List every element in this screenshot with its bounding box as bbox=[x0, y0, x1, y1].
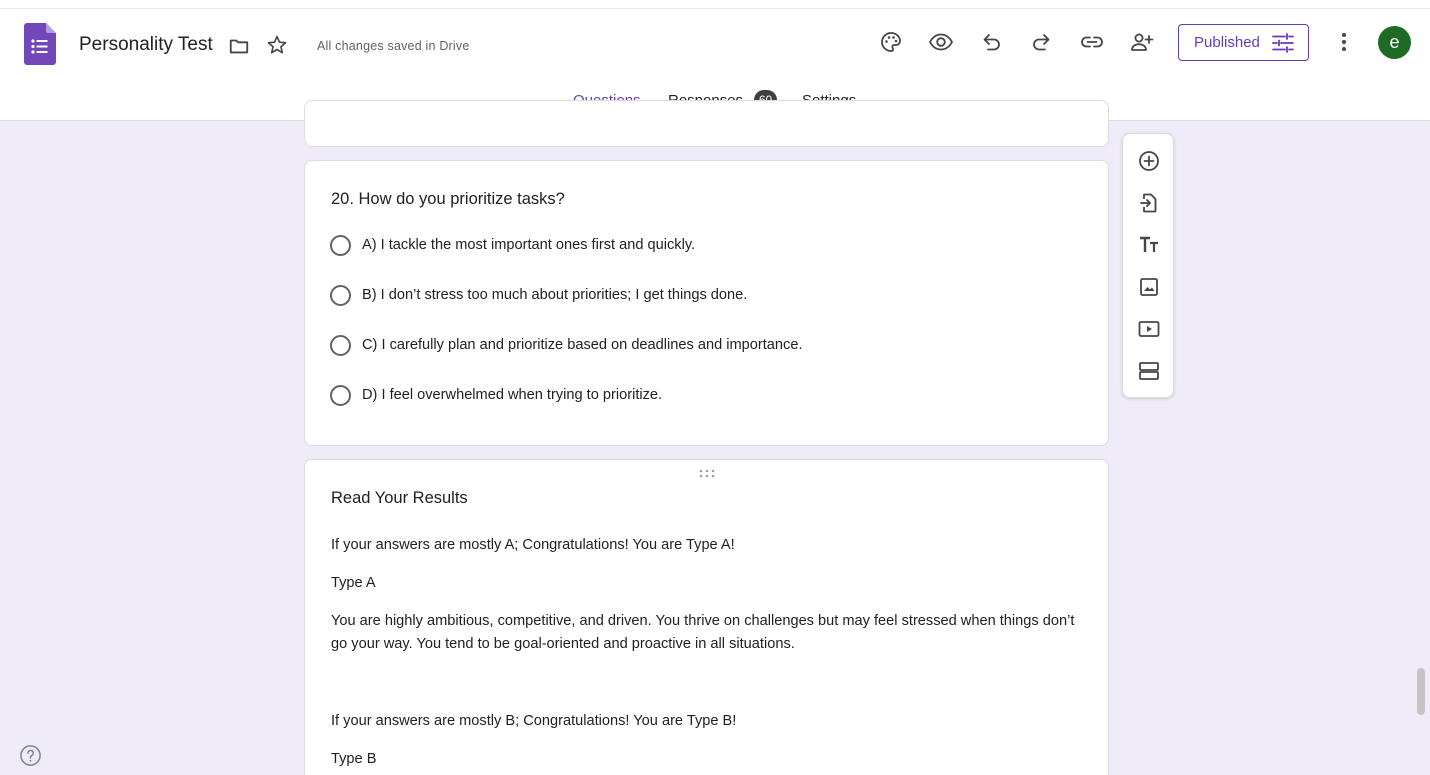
image-icon bbox=[1137, 275, 1161, 299]
document-title[interactable]: Personality Test bbox=[79, 34, 213, 55]
type-a-description: You are highly ambitious, competitive, and driven. You thrive on challenges but may feel stressed when things don’t go your way. You tend to be goal-oriented and proactive in all situations. bbox=[331, 613, 1075, 652]
add-title-button[interactable] bbox=[1136, 232, 1162, 258]
option-label: B) I don’t stress too much about priorities; I get things done. bbox=[362, 287, 748, 303]
preview-button[interactable] bbox=[928, 29, 954, 55]
section-title: Read Your Results bbox=[331, 489, 468, 507]
floating-toolbar bbox=[1122, 133, 1174, 398]
option-a[interactable] bbox=[330, 234, 695, 256]
previous-question-card[interactable] bbox=[304, 100, 1109, 147]
save-status: All changes saved in Drive bbox=[317, 39, 470, 53]
palette-icon bbox=[879, 30, 903, 54]
option-d[interactable] bbox=[330, 384, 662, 406]
title-text-icon bbox=[1137, 233, 1161, 257]
add-collaborators-button[interactable] bbox=[1129, 29, 1155, 55]
import-questions-button[interactable] bbox=[1136, 190, 1162, 216]
option-label: C) I carefully plan and prioritize based on deadlines and importance. bbox=[362, 337, 803, 353]
add-section-button[interactable] bbox=[1136, 358, 1162, 384]
redo-icon bbox=[1029, 30, 1053, 54]
redo-button[interactable] bbox=[1028, 29, 1054, 55]
type-a-heading: Type A bbox=[331, 575, 376, 591]
link-button[interactable] bbox=[1079, 29, 1105, 55]
radio-button[interactable] bbox=[330, 335, 351, 356]
top-divider bbox=[0, 8, 1430, 9]
undo-icon bbox=[980, 30, 1004, 54]
person-add-icon bbox=[1129, 30, 1155, 54]
add-circle-icon bbox=[1137, 149, 1161, 173]
question-card[interactable] bbox=[304, 160, 1109, 446]
folder-icon[interactable] bbox=[228, 35, 250, 57]
result-line-a: If your answers are mostly A; Congratulations! You are Type A! bbox=[331, 537, 735, 553]
add-question-button[interactable] bbox=[1136, 148, 1162, 174]
import-icon bbox=[1137, 191, 1161, 215]
results-section-card[interactable] bbox=[304, 459, 1109, 775]
help-icon[interactable] bbox=[19, 744, 42, 767]
more-vert-icon[interactable] bbox=[1334, 30, 1354, 54]
scrollbar-thumb[interactable] bbox=[1417, 668, 1425, 715]
option-label: D) I feel overwhelmed when trying to prioritize. bbox=[362, 387, 663, 403]
link-icon bbox=[1079, 30, 1105, 54]
drag-handle-icon[interactable] bbox=[697, 468, 717, 480]
radio-button[interactable] bbox=[330, 285, 351, 306]
google-forms-logo[interactable] bbox=[24, 23, 56, 65]
radio-button[interactable] bbox=[330, 235, 351, 256]
add-image-button[interactable] bbox=[1136, 274, 1162, 300]
result-line-b: If your answers are mostly B; Congratulations! You are Type B! bbox=[331, 713, 737, 729]
palette-button[interactable] bbox=[878, 29, 904, 55]
section-icon bbox=[1137, 359, 1161, 383]
undo-button[interactable] bbox=[979, 29, 1005, 55]
type-b-heading: Type B bbox=[331, 751, 377, 767]
eye-icon bbox=[928, 30, 954, 54]
question-title: 20. How do you prioritize tasks? bbox=[331, 190, 565, 208]
option-b[interactable] bbox=[330, 284, 747, 306]
published-label: Published bbox=[1194, 34, 1260, 51]
option-c[interactable] bbox=[330, 334, 803, 356]
published-button[interactable] bbox=[1178, 24, 1309, 61]
option-label: A) I tackle the most important ones first and quickly. bbox=[362, 237, 696, 253]
star-icon[interactable] bbox=[266, 34, 288, 56]
avatar[interactable]: e bbox=[1378, 26, 1411, 59]
radio-button[interactable] bbox=[330, 385, 351, 406]
sliders-icon bbox=[1272, 33, 1294, 53]
video-icon bbox=[1137, 317, 1161, 341]
add-video-button[interactable] bbox=[1136, 316, 1162, 342]
